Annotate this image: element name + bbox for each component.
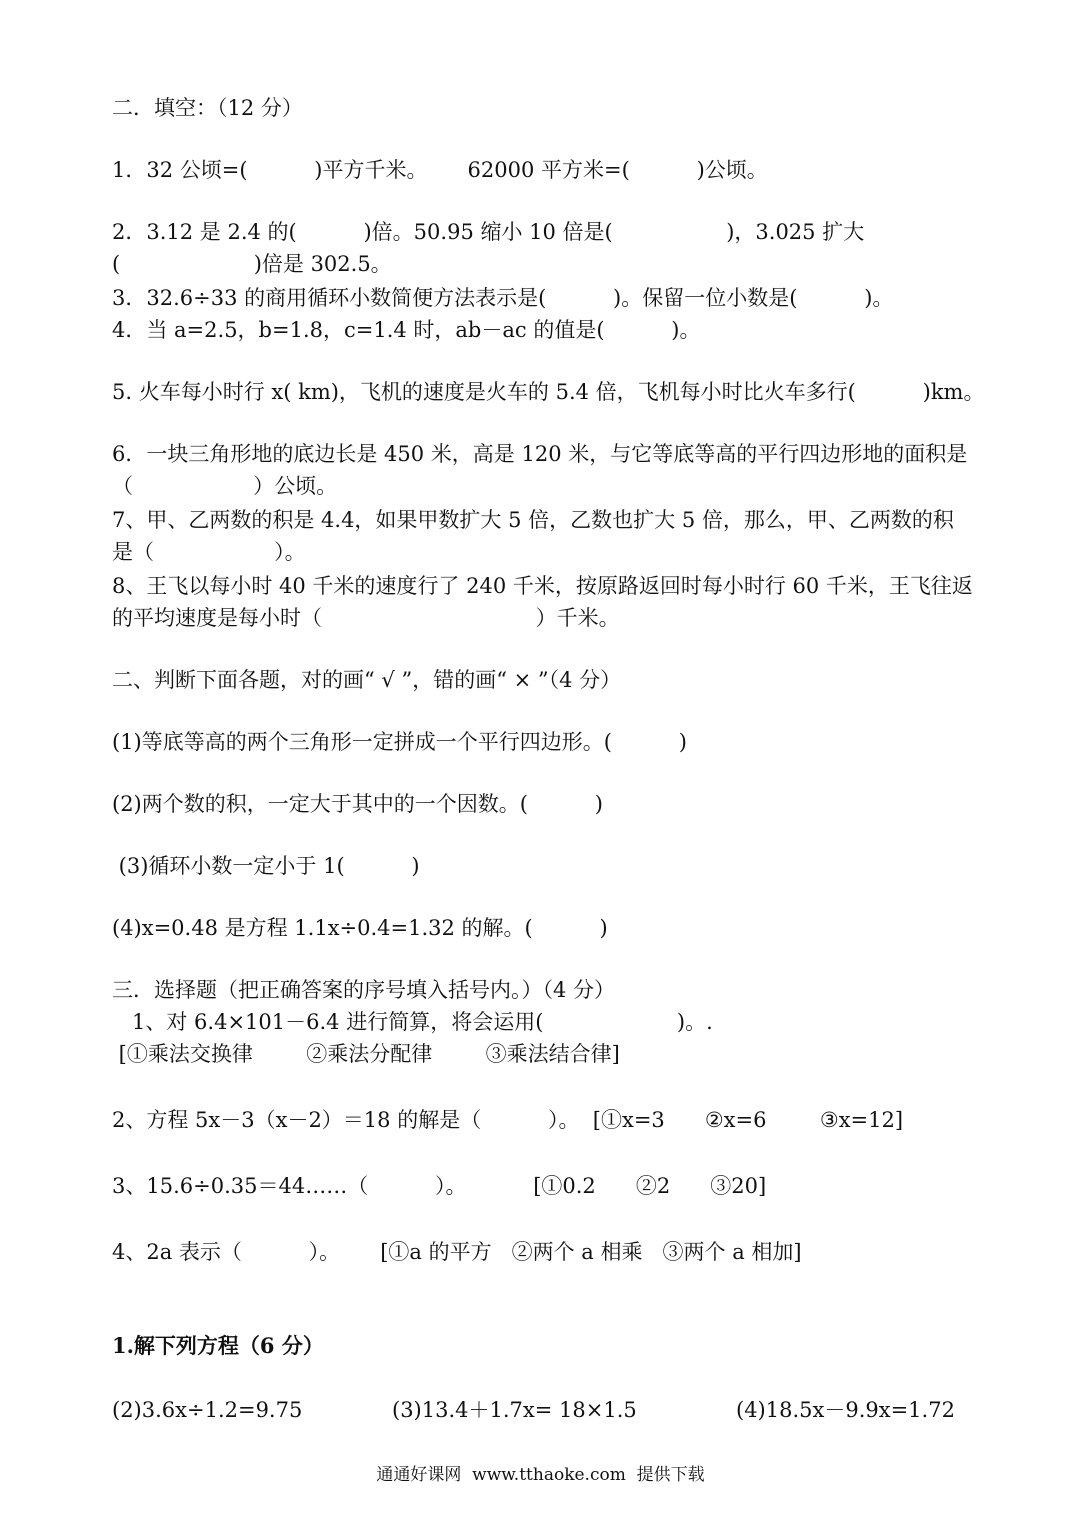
choice-heading: 三．选择题（把正确答案的序号填入括号内。）（4 分） xyxy=(112,978,616,1002)
question-line: 4．当 a=2.5，b=1.8，c=1.4 时，ab－ac 的值是( )。 xyxy=(112,318,701,342)
fill-blank-heading: 二．填空：（12 分） xyxy=(112,96,303,120)
question-line: 7、甲、乙两数的积是 4.4，如果甲数扩大 5 倍，乙数也扩大 5 倍，那么，甲、乙两数的积 xyxy=(112,508,954,532)
question-line: 6．一块三角形地的底边长是 450 米，高是 120 米，与它等底等高的平行四边形地的面积是 xyxy=(112,442,968,466)
question-line: 是（ ）。 xyxy=(112,540,306,564)
choice-options: [①乘法交换律 ②乘法分配律 ③乘法结合律] xyxy=(112,1042,620,1066)
equations-heading: 1.解下列方程（6 分） xyxy=(112,1333,324,1358)
question-line: 的平均速度是每小时（ ）千米。 xyxy=(112,606,620,630)
choice-item: 3、15.6÷0.35＝44……（ ）。 [①0.2 ②2 ③20] xyxy=(112,1174,767,1198)
question-line: 5. 火车每小时行 x( km)，飞机的速度是火车的 5.4 倍，飞机每小时比火车多行( )km。 xyxy=(112,380,985,404)
equation-item: (4)18.5x－9.9x=1.72 xyxy=(736,1398,955,1422)
judge-item: (4)x=0.48 是方程 1.1x÷0.4=1.32 的解。( ) xyxy=(112,916,608,940)
page-footer: 通通好课网 www.tthaoke.com 提供下载 xyxy=(376,1465,705,1485)
judge-item: (2)两个数的积，一定大于其中的一个因数。( ) xyxy=(112,792,603,816)
equation-item: (3)13.4＋1.7x= 18×1.5 xyxy=(392,1398,637,1422)
question-line: 1．32 公顷=( )平方千米。 62000 平方米=( )公顷。 xyxy=(112,158,768,182)
choice-item: 4、2a 表示（ ）。 [①a 的平方 ②两个 a 相乘 ③两个 a 相加] xyxy=(112,1240,802,1264)
choice-item: 2、方程 5x－3（x－2）＝18 的解是（ ）。 [①x=3 ②x=6 ③x=12] xyxy=(112,1108,904,1132)
judge-heading: 二、判断下面各题，对的画“ √ ”，错的画“ × ”（4 分） xyxy=(112,668,622,692)
question-line: ( )倍是 302.5。 xyxy=(112,252,392,276)
equation-item: (2)3.6x÷1.2=9.75 xyxy=(112,1398,303,1422)
judge-item: (3)循环小数一定小于 1( ) xyxy=(112,854,420,878)
question-line: （ ）公顷。 xyxy=(112,474,338,498)
judge-item: (1)等底等高的两个三角形一定拼成一个平行四边形。( ) xyxy=(112,730,687,754)
question-line: 8、王飞以每小时 40 千米的速度行了 240 千米，按原路返回时每小时行 60 千米，王飞往返 xyxy=(112,574,973,598)
choice-item: 1、对 6.4×101－6.4 进行简算，将会运用( )。. xyxy=(112,1010,713,1034)
question-line: 2．3.12 是 2.4 的( )倍。50.95 缩小 10 倍是( )，3.025 扩大 xyxy=(112,220,865,244)
question-line: 3．32.6÷33 的商用循环小数简便方法表示是( )。保留一位小数是( )。 xyxy=(112,286,894,310)
